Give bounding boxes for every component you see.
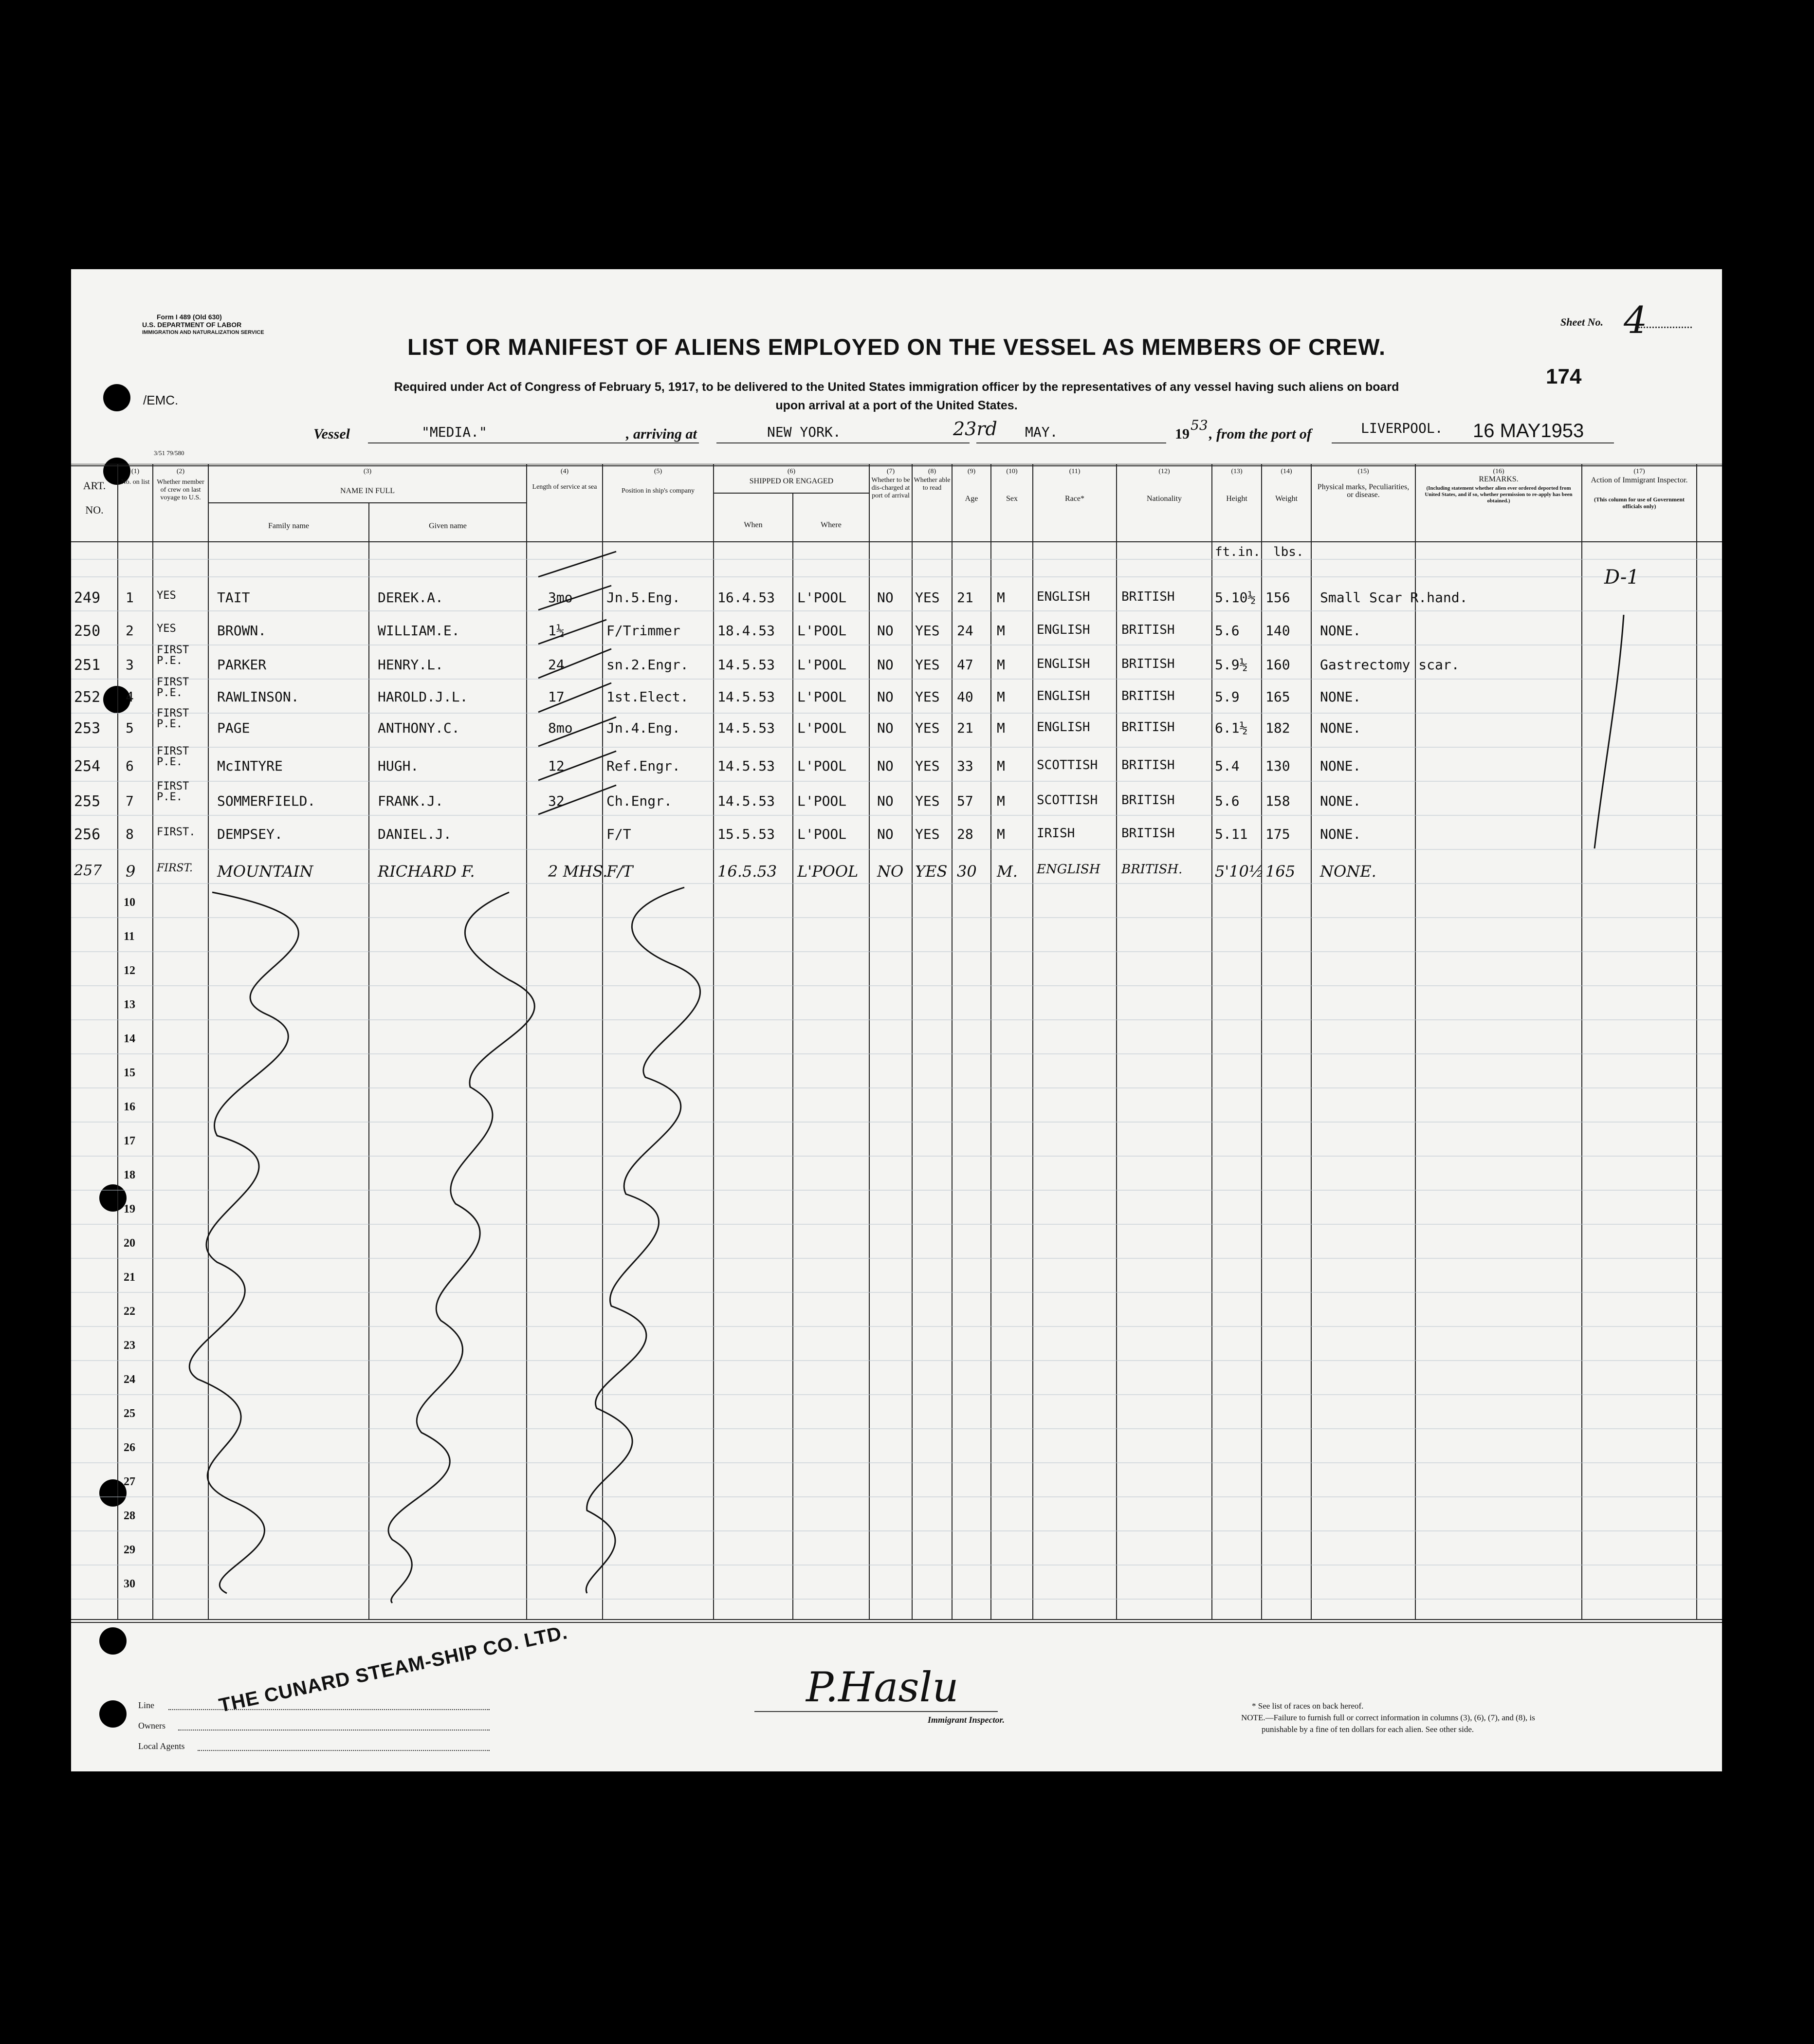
file-mark: /EMC. [143, 393, 179, 407]
cell-position: F/Trimmer [606, 623, 680, 639]
cell-family: MOUNTAIN [217, 862, 313, 881]
cell-weight: 165 [1265, 689, 1290, 705]
cell-where: L'POOL [797, 657, 847, 673]
cell-weight: 156 [1265, 589, 1290, 606]
cell-nationality: BRITISH [1121, 657, 1175, 671]
empty-row-number: 25 [124, 1407, 135, 1420]
vessel-label: Vessel [313, 426, 350, 442]
empty-row-number: 22 [124, 1305, 135, 1318]
cell-age: 28 [957, 826, 973, 842]
empty-row-number: 23 [124, 1339, 135, 1352]
cell-given: HENRY.L. [378, 657, 443, 673]
cell-position: Ch.Engr. [606, 793, 672, 809]
cell-weight: 130 [1265, 758, 1290, 774]
cell-member: FIRST. [157, 862, 193, 874]
cell-service: 24 [548, 657, 565, 673]
header-weight: Weight [1275, 495, 1298, 503]
cell-no: 5 [126, 720, 134, 736]
cell-when: 15.5.53 [717, 826, 775, 842]
cell-position: sn.2.Engr. [606, 657, 689, 673]
cell-sex: M [997, 589, 1005, 606]
inspector-label: Immigrant Inspector. [928, 1715, 1005, 1725]
header-member: Whether member of crew on last voyage to U.S. [157, 479, 204, 501]
cell-family: DEMPSEY. [217, 826, 283, 842]
cell-nationality: BRITISH [1121, 793, 1175, 808]
punch-hole [99, 1627, 127, 1655]
cell-position: Ref.Engr. [606, 758, 680, 774]
cell-given: FRANK.J. [378, 793, 443, 809]
cell-nationality: BRITISH [1121, 689, 1175, 703]
cell-where: L'POOL [797, 793, 847, 809]
cell-physical: NONE. [1320, 720, 1361, 736]
col-num-3: (3) [363, 468, 372, 475]
cell-weight: 160 [1265, 657, 1290, 673]
cell-when: 14.5.53 [717, 758, 775, 774]
cell-weight: 175 [1265, 826, 1290, 842]
cell-service: 1½ [548, 623, 565, 639]
cell-position: Jn.5.Eng. [606, 589, 680, 606]
from-port: LIVERPOOL. [1361, 420, 1443, 436]
cell-discharged: NO [877, 589, 894, 606]
cell-physical: NONE. [1320, 862, 1376, 881]
cell-when: 14.5.53 [717, 793, 775, 809]
cell-where: L'POOL [797, 589, 847, 606]
cell-given: HAROLD.J.L. [378, 689, 468, 705]
arrival-port: NEW YORK. [767, 424, 841, 440]
col-num-11: (11) [1069, 468, 1081, 475]
cell-position: 1st.Elect. [606, 689, 689, 705]
cell-weight: 140 [1265, 623, 1290, 639]
cell-no: 6 [126, 758, 134, 774]
cell-age: 24 [957, 623, 973, 639]
cell-member: FIRST P.E. [157, 644, 189, 667]
form-id-block [142, 313, 264, 336]
col-num-8: (8) [928, 468, 936, 475]
cell-member: YES [157, 623, 176, 635]
header-length: Length of service at sea [532, 483, 597, 491]
cell-race: SCOTTISH [1037, 793, 1098, 808]
cell-nationality: BRITISH [1121, 720, 1175, 735]
cell-member: FIRST P.E. [157, 745, 189, 768]
header-race: Race* [1065, 495, 1084, 503]
cell-age: 30 [957, 862, 977, 881]
cell-member: FIRST P.E. [157, 780, 189, 803]
cell-no: 2 [126, 623, 134, 639]
cell-height: 6.1½ [1215, 720, 1248, 736]
empty-row-number: 14 [124, 1032, 135, 1045]
arrival-day: 23rd [953, 418, 997, 440]
header-nationality: Nationality [1147, 495, 1182, 503]
cell-discharged: NO [877, 720, 894, 736]
cell-where: L'POOL [797, 720, 847, 736]
cell-member: YES [157, 589, 176, 602]
header-position: Position in ship's company [622, 487, 695, 495]
col-num-13: (13) [1231, 468, 1243, 475]
cell-service: 3mo [548, 589, 573, 606]
note-races: * See list of races on back hereof. [1252, 1701, 1364, 1711]
note-fine-2: punishable by a fine of ten dollars for each alien. See other side. [1262, 1725, 1474, 1734]
cell-when: 18.4.53 [717, 623, 775, 639]
cancellation-waves [189, 552, 1624, 1603]
cell-weight: 158 [1265, 793, 1290, 809]
cell-read: YES [915, 720, 940, 736]
inspector-signature: P.Haslu [806, 1663, 959, 1711]
col-num-4: (4) [560, 468, 569, 475]
cell-height: 5'10½ [1215, 862, 1264, 881]
date-stamp: 16 MAY1953 [1473, 420, 1584, 442]
cell-nationality: BRITISH [1121, 758, 1175, 773]
empty-row-number: 11 [124, 930, 135, 943]
cell-read: YES [915, 862, 948, 881]
cell-race: ENGLISH [1037, 623, 1090, 637]
cell-nationality: BRITISH. [1121, 862, 1183, 877]
cell-when: 14.5.53 [717, 720, 775, 736]
cell-discharged: NO [877, 826, 894, 842]
vessel-name: "MEDIA." [421, 424, 487, 440]
col-num-5: (5) [654, 468, 662, 475]
cell-discharged: NO [877, 623, 894, 639]
col-num-12: (12) [1158, 468, 1170, 475]
cell-sex: M [997, 657, 1005, 673]
header-remarks: REMARKS. [1479, 475, 1519, 483]
cell-height: 5.10½ [1215, 589, 1256, 606]
empty-row-number: 19 [124, 1203, 135, 1215]
cell-discharged: NO [877, 862, 904, 881]
cell-nationality: BRITISH [1121, 623, 1175, 637]
subtitle-1: Required under Act of Congress of February 5, 1917, to be delivered to the United States immigration officer by the representatives of any vessel having such aliens on board [394, 380, 1399, 394]
units-height: ft.in. [1215, 545, 1261, 559]
cell-art: 250 [74, 623, 101, 640]
cell-race: ENGLISH [1037, 657, 1090, 671]
empty-row-number: 28 [124, 1510, 135, 1522]
col-num-2: (2) [176, 468, 185, 475]
cell-race: IRISH [1037, 826, 1075, 841]
header-height: Height [1226, 495, 1247, 503]
service: IMMIGRATION AND NATURALIZATION SERVICE [142, 330, 264, 335]
port-underline [716, 442, 970, 443]
cell-race: ENGLISH [1037, 589, 1090, 604]
header-when: When [744, 521, 763, 529]
sheet-line [1638, 327, 1692, 328]
cell-height: 5.9 [1215, 689, 1240, 705]
cell-read: YES [915, 589, 940, 606]
cell-height: 5.4 [1215, 758, 1240, 774]
cell-when: 16.5.53 [717, 862, 777, 881]
punch-hole [99, 1700, 127, 1728]
cell-height: 5.6 [1215, 623, 1240, 639]
empty-row-number: 18 [124, 1169, 135, 1181]
cell-service: 8mo [548, 720, 573, 736]
cell-physical: NONE. [1320, 793, 1361, 809]
cell-physical: Small Scar R.hand. [1320, 589, 1468, 606]
cell-no: 1 [126, 589, 134, 606]
arriving-label: , arriving at [626, 426, 697, 442]
cell-no: 3 [126, 657, 134, 673]
cell-where: L'POOL [797, 623, 847, 639]
cell-family: BROWN. [217, 623, 267, 639]
cell-height: 5.6 [1215, 793, 1240, 809]
col-num-14: (14) [1281, 468, 1292, 475]
cell-given: RICHARD F. [378, 862, 475, 881]
year-prefix: 19 [1175, 426, 1190, 442]
header-shipped: SHIPPED OR ENGAGED [749, 477, 834, 485]
footer-line-underline [168, 1709, 490, 1710]
cell-read: YES [915, 826, 940, 842]
cell-family: PAGE [217, 720, 250, 736]
cell-when: 14.5.53 [717, 689, 775, 705]
cell-physical: NONE. [1320, 826, 1361, 842]
cell-race: ENGLISH [1037, 689, 1090, 703]
cell-member: FIRST P.E. [157, 707, 189, 730]
footer-owners-underline [178, 1730, 490, 1731]
year-suffix: 53 [1191, 417, 1208, 433]
footer-owners-label: Owners [138, 1721, 165, 1731]
cell-physical: NONE. [1320, 758, 1361, 774]
empty-row-number: 16 [124, 1101, 135, 1113]
header-family: Family name [268, 522, 309, 530]
empty-row-number: 26 [124, 1441, 135, 1454]
empty-row-number: 30 [124, 1578, 135, 1590]
cell-position: Jn.4.Eng. [606, 720, 680, 736]
cell-physical: NONE. [1320, 689, 1361, 705]
cell-when: 16.4.53 [717, 589, 775, 606]
col-num-7: (7) [886, 468, 895, 475]
cell-member: FIRST. [157, 826, 196, 838]
cell-read: YES [915, 758, 940, 774]
col-num-17: (17) [1633, 468, 1645, 475]
cell-age: 21 [957, 720, 973, 736]
company-stamp: THE CUNARD STEAM-SHIP CO. LTD. [217, 1621, 569, 1717]
cell-family: RAWLINSON. [217, 689, 299, 705]
empty-row-number: 24 [124, 1373, 135, 1386]
cell-art: 249 [74, 589, 101, 607]
cell-physical: Gastrectomy scar. [1320, 657, 1460, 673]
header-remarks-note: (Including statement whether alien ever ordered deported from United States, and if so, whether permission to re-apply has been obtained.) [1425, 485, 1573, 504]
cell-art: 251 [74, 657, 101, 674]
cell-service: 2 MHS. [548, 862, 608, 881]
header-read: Whether able to read [914, 477, 951, 492]
cell-age: 57 [957, 793, 973, 809]
col-num-15: (15) [1357, 468, 1369, 475]
col-num-6: (6) [787, 468, 796, 475]
cell-where: L'POOL [797, 758, 847, 774]
subtitle-2: upon arrival at a port of the United States. [775, 399, 1018, 412]
page-title: LIST OR MANIFEST OF ALIENS EMPLOYED ON THE VESSEL AS MEMBERS OF CREW. [407, 334, 1386, 360]
col-num-16: (16) [1493, 468, 1504, 475]
cell-given: HUGH. [378, 758, 419, 774]
cell-sex: M [997, 793, 1005, 809]
inspector-mark: D-1 [1604, 566, 1639, 589]
cell-physical: NONE. [1320, 623, 1361, 639]
cell-position: F/T [606, 862, 633, 881]
cell-where: L'POOL [797, 862, 859, 881]
cell-read: YES [915, 793, 940, 809]
cell-member: FIRST P.E. [157, 676, 189, 699]
cell-weight: 182 [1265, 720, 1290, 736]
col-num-10: (10) [1006, 468, 1018, 475]
header-no-on-list: No. on list [121, 479, 150, 486]
cell-given: ANTHONY.C. [378, 720, 460, 736]
sheet-number: 4 [1624, 298, 1648, 342]
crew-table [71, 464, 1722, 1627]
cell-read: YES [915, 689, 940, 705]
manifest-sheet [71, 269, 1722, 1771]
cell-no: 9 [126, 862, 136, 881]
cell-family: McINTYRE [217, 758, 283, 774]
header-action-note: (This column for use of Government officials only) [1594, 496, 1685, 510]
from-underline [1332, 442, 1614, 443]
cell-weight: 165 [1265, 862, 1296, 881]
cell-where: L'POOL [797, 689, 847, 705]
cell-discharged: NO [877, 793, 894, 809]
cell-given: WILLIAM.E. [378, 623, 460, 639]
empty-row-number: 15 [124, 1067, 135, 1079]
empty-row-number: 27 [124, 1475, 135, 1488]
empty-row-number: 13 [124, 998, 135, 1011]
cell-race: ENGLISH [1037, 720, 1090, 735]
cell-height: 5.9½ [1215, 657, 1248, 673]
header-action: Action of Immigrant Inspector. [1591, 476, 1688, 484]
from-label: , from the port of [1209, 426, 1312, 442]
cell-nationality: BRITISH [1121, 826, 1175, 841]
cell-family: TAIT [217, 589, 250, 606]
cell-when: 14.5.53 [717, 657, 775, 673]
department: U.S. DEPARTMENT OF LABOR [142, 321, 242, 329]
cell-sex: M [997, 826, 1005, 842]
empty-row-number: 29 [124, 1544, 135, 1556]
header-name: NAME IN FULL [340, 487, 395, 495]
cell-where: L'POOL [797, 826, 847, 842]
cell-sex: M [997, 758, 1005, 774]
note-fine-1: NOTE.—Failure to furnish full or correct information in columns (3), (6), (7), and (8), is [1241, 1713, 1535, 1722]
footer-line-label: Line [138, 1700, 154, 1710]
cell-given: DEREK.A. [378, 589, 443, 606]
cell-race: ENGLISH [1037, 862, 1100, 877]
form-number: Form I 489 (Old 630) [157, 313, 222, 321]
cell-service: 32 [548, 793, 565, 809]
cell-given: DANIEL.J. [378, 826, 452, 842]
cell-sex: M [997, 623, 1005, 639]
sheet-label: Sheet No. [1560, 316, 1603, 328]
cell-art: 252 [74, 689, 101, 706]
cell-no: 7 [126, 793, 134, 809]
cell-height: 5.11 [1215, 826, 1248, 842]
cell-age: 47 [957, 657, 973, 673]
cell-position: F/T [606, 826, 631, 842]
cell-family: SOMMERFIELD. [217, 793, 316, 809]
cell-art: 256 [74, 826, 101, 843]
cell-age: 33 [957, 758, 973, 774]
cell-read: YES [915, 657, 940, 673]
cell-age: 40 [957, 689, 973, 705]
cell-service: 17 [548, 689, 565, 705]
cell-art: 254 [74, 758, 101, 775]
cell-art: 253 [74, 720, 101, 737]
header-given: Given name [429, 522, 467, 530]
cell-family: PARKER [217, 657, 267, 673]
cell-nationality: BRITISH [1121, 589, 1175, 604]
empty-row-number: 21 [124, 1271, 135, 1284]
cell-discharged: NO [877, 689, 894, 705]
footer-agents-underline [198, 1750, 490, 1751]
cell-art: 255 [74, 793, 101, 810]
footer-agents-label: Local Agents [138, 1741, 185, 1751]
empty-row-number: 10 [124, 896, 135, 909]
cell-age: 21 [957, 589, 973, 606]
cell-sex: M [997, 720, 1005, 736]
header-where: Where [821, 521, 842, 529]
empty-row-number: 12 [124, 964, 135, 977]
cell-discharged: NO [877, 758, 894, 774]
cell-race: SCOTTISH [1037, 758, 1098, 773]
date-underline [976, 442, 1166, 443]
cell-read: YES [915, 623, 940, 639]
header-discharged: Whether to be dis-charged at port of arrival [871, 477, 910, 499]
header-sex: Sex [1006, 495, 1018, 503]
cell-sex: M. [997, 862, 1018, 881]
arrival-month: MAY. [1025, 424, 1058, 440]
cell-discharged: NO [877, 657, 894, 673]
col-num-1: (1) [131, 468, 140, 475]
cell-no: 4 [126, 689, 134, 705]
empty-row-number: 20 [124, 1237, 135, 1250]
cell-service: 12 [548, 758, 565, 774]
empty-row-number: 17 [124, 1135, 135, 1147]
page-number: 174 [1546, 365, 1582, 388]
header-physical: Physical marks, Peculiarities, or disease. [1317, 483, 1410, 499]
col-num-9: (9) [967, 468, 976, 475]
cell-sex: M [997, 689, 1005, 705]
table-grid [71, 464, 1722, 1627]
signature-underline [754, 1711, 998, 1712]
cell-no: 8 [126, 826, 134, 842]
vessel-underline [368, 442, 699, 443]
header-age: Age [965, 495, 978, 503]
print-code: 3/51 79/580 [154, 449, 184, 457]
units-weight: lbs. [1273, 545, 1304, 559]
header-art: ART. NO. [83, 479, 106, 516]
cell-art: 257 [74, 862, 102, 879]
